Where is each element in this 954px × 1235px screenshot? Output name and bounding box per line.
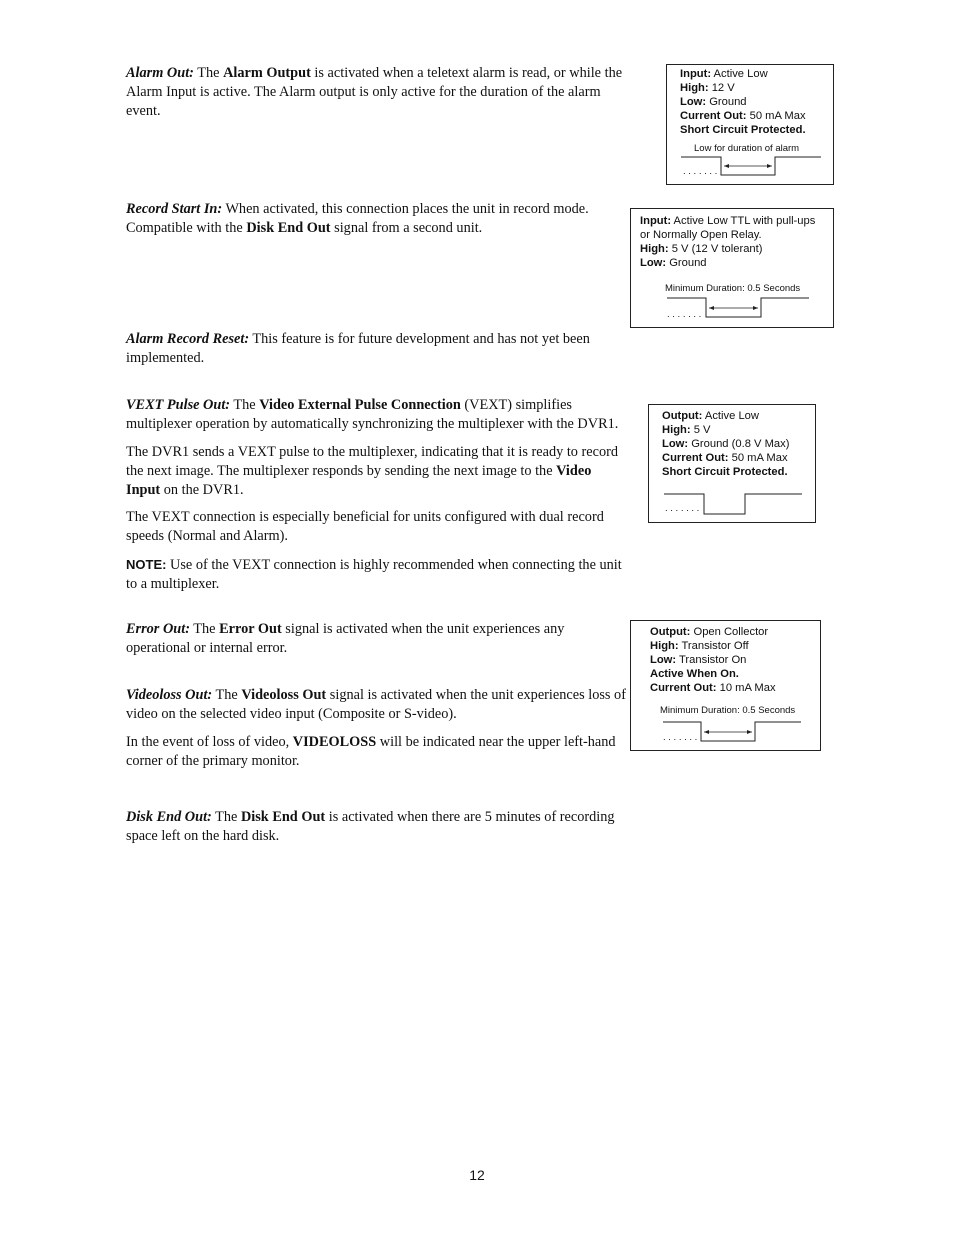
spec-label: Output:	[662, 410, 703, 422]
waveform-dots: . . . . . . .	[665, 503, 700, 514]
videoloss-paragraph-2	[126, 733, 626, 771]
vext-paragraph-3: The VEXT connection is especially beneficial for units configured with dual record speeds (Normal and Alarm).	[126, 509, 604, 544]
videoloss-paragraph	[126, 686, 626, 724]
text: This feature is for future development and has not yet been implemented.	[126, 331, 590, 366]
vext-heading: VEXT Pulse Out:	[126, 397, 231, 413]
page-number: 12	[469, 1167, 485, 1183]
waveform-diagram	[649, 405, 817, 524]
note-label: NOTE:	[126, 557, 167, 572]
active-when-note: Active When On.	[650, 668, 739, 680]
waveform-caption: Minimum Duration: 0.5 Seconds	[660, 705, 796, 716]
spec-label: High:	[640, 243, 669, 255]
waveform-diagram	[631, 621, 822, 752]
text: Use of the VEXT connection is highly recommended when connecting the unit to a multiplexer.	[126, 557, 622, 592]
waveform-diagram	[667, 65, 835, 186]
spec-value: 5 V	[690, 424, 711, 436]
spec-value: 5 V (12 V tolerant)	[668, 243, 763, 255]
bold-term: Disk End Out	[240, 809, 326, 825]
bold-term: VIDEOLOSS	[292, 734, 377, 750]
record-start-heading: Record Start In:	[126, 201, 223, 217]
waveform-caption: Low for duration of alarm	[694, 143, 800, 154]
spec-value: 12 V	[708, 82, 735, 94]
bold-term: Video External Pulse Connection	[259, 397, 461, 413]
text: on the DVR1.	[160, 482, 244, 498]
vext-spec-box	[648, 404, 816, 523]
bold-term: Disk End Out	[246, 220, 331, 236]
record-start-paragraph	[126, 200, 626, 238]
error-out-heading: Error Out:	[126, 621, 190, 637]
spec-label: High:	[650, 640, 679, 652]
spec-label: High:	[680, 82, 709, 94]
text: The DVR1 sends a VEXT pulse to the multiplexer, indicating that it is ready to record the next image. The multiplexer responds by sending the next image to the	[126, 444, 619, 479]
text: signal from a second unit.	[330, 220, 483, 236]
text: The	[189, 621, 220, 637]
spec-value: Ground	[666, 257, 707, 269]
vext-note	[126, 555, 626, 594]
waveform-caption: Minimum Duration: 0.5 Seconds	[665, 283, 801, 294]
error-out-paragraph	[126, 620, 626, 658]
spec-value: 10 mA Max	[716, 682, 776, 694]
text: When activated, this connection places the unit in record mode. Compatible with the	[126, 201, 589, 236]
spec-value: Ground (0.8 V Max)	[688, 438, 790, 450]
bold-term: Videoloss Out	[241, 687, 327, 703]
text: will be indicated near the upper left-hand corner of the primary monitor.	[126, 734, 616, 769]
alarm-out-spec-box	[666, 64, 834, 185]
spec-value: Active Low TTL with pull-ups	[671, 215, 816, 227]
spec-value: Ground	[706, 96, 747, 108]
spec-value: Open Collector	[690, 626, 769, 638]
spec-label: High:	[662, 424, 691, 436]
text: signal is activated when the unit experiences any operational or internal error.	[126, 621, 565, 656]
text: (VEXT) simplifies multiplexer operation by automatically synchronizing the multiplexer with the DVR1.	[126, 397, 619, 432]
spec-value: 50 mA Max	[746, 110, 806, 122]
spec-value: Active Low	[711, 68, 768, 80]
waveform-dots: . . . . . . .	[663, 732, 698, 743]
text: is activated when there are 5 minutes of recording space left on the hard disk.	[126, 809, 615, 844]
spec-value: Active Low	[702, 410, 759, 422]
waveform-diagram	[631, 209, 835, 329]
spec-label: Low:	[640, 257, 667, 269]
text: The	[211, 809, 241, 825]
spec-label: Current Out:	[680, 110, 747, 122]
error-out-spec-box	[630, 620, 821, 751]
waveform-dots: . . . . . . .	[667, 309, 702, 320]
alarm-record-reset-heading: Alarm Record Reset:	[126, 331, 250, 347]
spec-label: Output:	[650, 626, 691, 638]
bold-term: Video Input	[126, 463, 592, 498]
protection-note: Short Circuit Protected.	[662, 466, 788, 478]
spec-label: Low:	[662, 438, 689, 450]
spec-label: Current Out:	[650, 682, 717, 694]
record-start-spec-box	[630, 208, 834, 328]
videoloss-heading: Videoloss Out:	[126, 687, 213, 703]
spec-value: 50 mA Max	[728, 452, 788, 464]
bold-term: Alarm Output	[223, 65, 311, 81]
text: signal is activated when the unit experiences loss of video on the selected video input (Composite or S-video).	[126, 687, 626, 722]
text: In the event of loss of video,	[126, 734, 293, 750]
alarm-record-reset-paragraph	[126, 330, 626, 368]
text: The	[230, 397, 260, 413]
input-spec-continued: or Normally Open Relay.	[640, 229, 762, 241]
spec-label: Low:	[680, 96, 707, 108]
vext-paragraph-2	[126, 443, 626, 500]
waveform-dots: . . . . . . .	[683, 166, 718, 177]
alarm-out-paragraph	[126, 64, 626, 121]
text: is activated when a teletext alarm is read, or while the Alarm Input is active. The Alarm output is only active for the duration of the alarm event.	[126, 65, 623, 119]
spec-label: Input:	[680, 68, 712, 80]
spec-label: Current Out:	[662, 452, 729, 464]
text: The	[193, 65, 224, 81]
spec-label: Input:	[640, 215, 672, 227]
spec-label: Low:	[650, 654, 677, 666]
disk-end-heading: Disk End Out:	[126, 809, 212, 825]
bold-term: Error Out	[219, 621, 282, 637]
protection-note: Short Circuit Protected.	[680, 124, 806, 136]
alarm-out-heading: Alarm Out:	[126, 65, 194, 81]
text: The	[212, 687, 242, 703]
vext-paragraph	[126, 396, 626, 434]
spec-value: Transistor Off	[678, 640, 749, 652]
spec-value: Transistor On	[676, 654, 747, 666]
disk-end-paragraph	[126, 808, 626, 846]
